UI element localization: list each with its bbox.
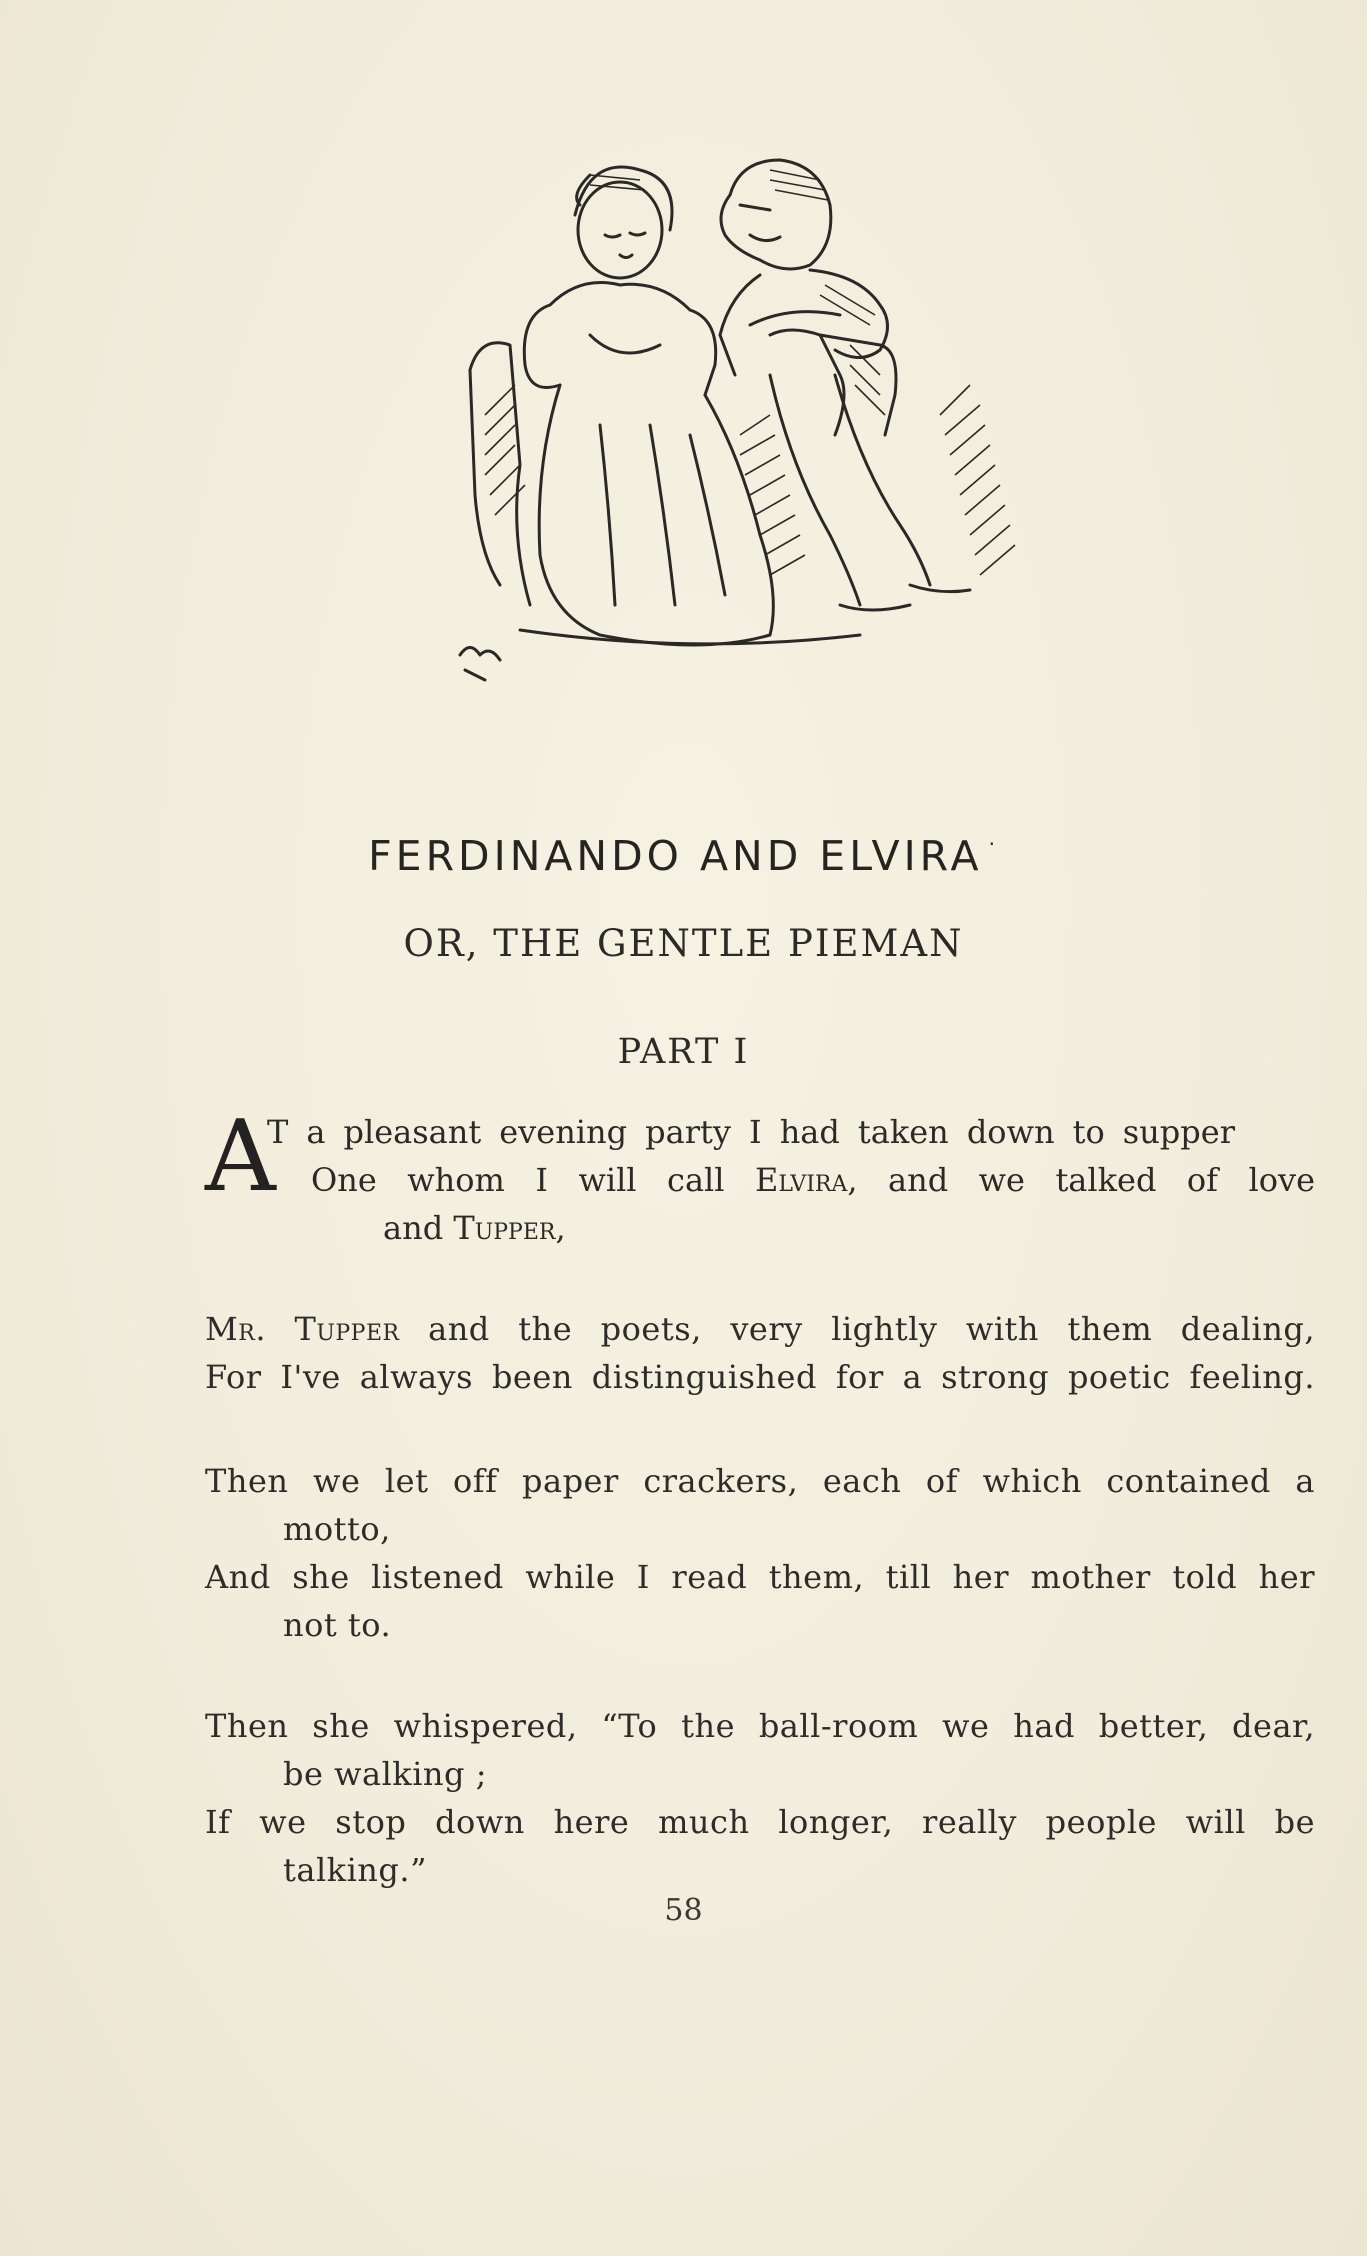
stanza-3-line-1: Then we let off paper crackers, each of which contained a [205,1462,1315,1500]
stanza-2-line-1-b: and the poets, very lightly with them dealing, [399,1310,1316,1348]
couple-seated-illustration-icon [440,135,1070,695]
stanza-1-line-3 [205,1204,1315,1252]
stanza-2-line-2: For I've always been distinguished for a strong poetic feeling. [205,1358,1315,1396]
stanza-3-line-2-cont: not to. [283,1606,392,1644]
part-heading: PART I [617,1032,750,1072]
name-elvira: Elvira [754,1161,848,1199]
stanza-4-line-1: Then she whispered, “To the ball-room we had better, dear, [205,1707,1315,1745]
stanza-1-line-2-a: One whom I will call [311,1161,755,1199]
stanza-4-line-2: If we stop down here much longer, really people will be [205,1803,1315,1841]
stanza-4-line-2-cont: talking.” [283,1851,427,1889]
stanza-2 [205,1305,1315,1401]
stanza-3 [205,1457,1315,1649]
page-number: 58 [664,1893,703,1928]
stanza-3-line-1-cont: motto, [283,1510,391,1548]
stanza-1-line-3-b: , [555,1209,566,1247]
name-mr-tupper: Mr. Tupper [205,1310,400,1348]
poem-subtitle: OR, THE GENTLE PIEMAN [403,922,964,965]
stanza-1-line-2 [205,1156,1315,1204]
stanza-1-line-3-a: and [383,1209,454,1247]
poem-title-text: FERDINANDO AND ELVIRA [368,832,983,880]
title-mark: · [988,832,999,856]
stanza-4-line-1-cont: be walking ; [283,1755,487,1793]
stanza-1-line-2-b: , and we talked of love [847,1161,1316,1199]
stanza-1-line-1: T a pleasant evening party I had taken down to supper [267,1113,1235,1151]
stanza-3-line-2: And she listened while I read them, till her mother told her [205,1558,1315,1596]
drop-cap: A [205,1100,276,1214]
name-tupper: Tupper [453,1209,556,1247]
poem-title [0,832,1367,880]
stanza-4 [205,1702,1315,1894]
stanza-1 [205,1100,1316,1252]
stanza-2-line-1 [205,1305,1315,1353]
